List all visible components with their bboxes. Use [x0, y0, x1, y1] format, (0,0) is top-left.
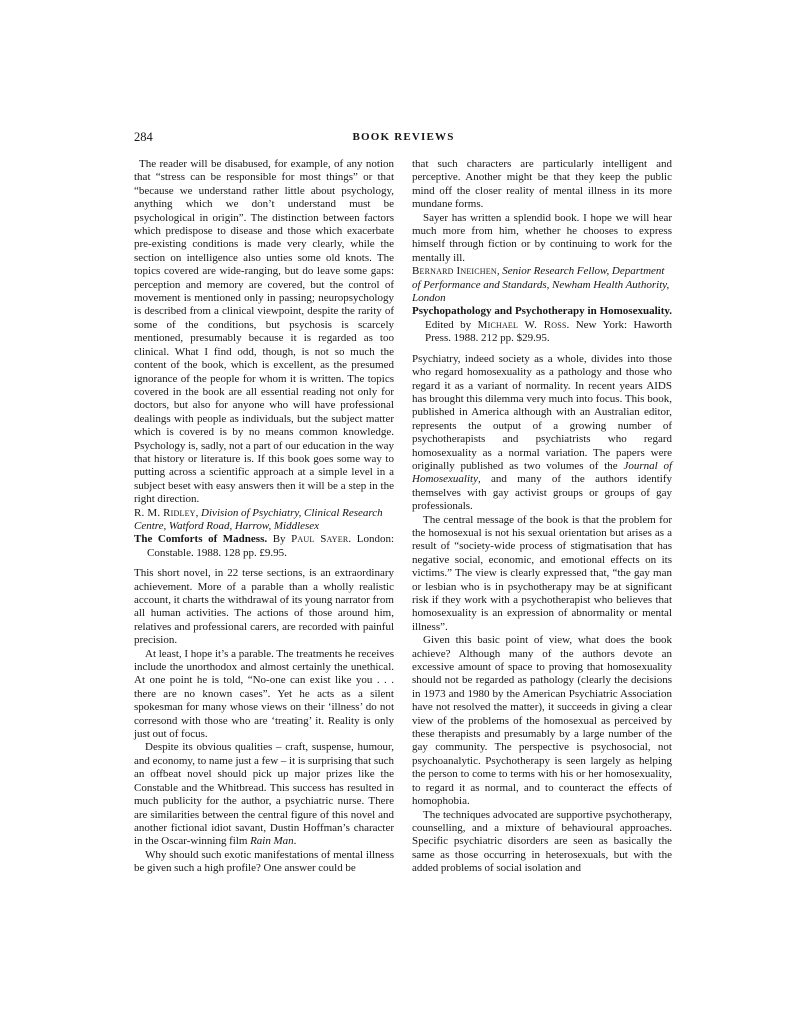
review-paragraph — [134, 849, 394, 876]
reviewer-attribution — [412, 265, 672, 305]
masthead — [134, 130, 673, 146]
text-segment: Bernard Ineichen — [412, 265, 497, 278]
text-segment: This short novel, in 22 terse sections, is an extraordinary achievement. More of a parable than a wholly realistic account, it charts the withdrawal of its young narrator from all human activities. The actions of those around him, relatives and professional carers, are recorded with painful precision. — [134, 567, 394, 647]
review-paragraph — [412, 353, 672, 514]
text-segment: The Comforts of Madness. — [134, 533, 268, 546]
column-left — [134, 158, 394, 876]
review-paragraph — [134, 648, 394, 742]
text-segment: . London: Constable. 1988. 128 pp. £9.95. — [147, 533, 395, 559]
running-head: BOOK REVIEWS — [352, 131, 455, 143]
text-segment: At least, I hope it’s a parable. The treatments he receives include the unorthodox and almost certainly the unethical. At one point he is told, “No-one can exist like you . . . there are no known cases”. Yet he acts as a silent spokesman for many whose views on their ‘illness’ do not corresond with those who are ‘treating’ it. Reality is only just out of focus. — [134, 647, 394, 741]
review-paragraph — [134, 567, 394, 647]
review-paragraph — [134, 741, 394, 848]
book-review-heading — [412, 305, 672, 345]
review-paragraph — [134, 158, 394, 507]
review-paragraph — [412, 158, 672, 212]
text-segment: , Division of Psychiatry, Clinical Research Centre, Watford Road, Harrow, Middlesex — [134, 506, 383, 532]
reviewer-attribution — [134, 507, 394, 534]
text-segment: Despite its obvious qualities – craft, suspense, humour, and economy, to name just a few – it is surprising that such an offbeat novel should pick up major prizes like the Constable and the Whitbread. This success has resulted in much publicity for the author, a psychiatric nurse. There are similarities between the central figure of this novel and another fictional idiot savant, Dustin Hoffman’s character in the Oscar-winning film — [134, 741, 394, 848]
text-segment: that such characters are particularly intelligent and perceptive. Another might be that they keep the public mind off the closer reality of mental illness in its more mundane forms. — [412, 158, 672, 211]
text-segment: , Senior Research Fellow, Department of Performance and Standards, Newham Health Authority, London — [412, 265, 670, 305]
book-review-heading — [134, 533, 394, 560]
text-segment: Sayer has written a splendid book. I hope we will hear much more from him, whether he chooses to express himself through fiction or by continuing to work for the mentally ill. — [412, 211, 672, 264]
text-segment: , and many of the authors identify themselves with gay activist groups or groups of gay professionals. — [412, 473, 672, 513]
text-segment: The techniques advocated are supportive psychotherapy, counselling, and a mixture of behavioural approaches. Specific psychiatric disorders are seen as basically the same as those occurring in heterosexuals, but with the added problems of social isolation and — [412, 808, 672, 875]
two-column-text — [134, 158, 673, 876]
text-segment: The reader will be disabused, for example, of any notion that “stress can be responsible for most things” or that “because we understand rather little about psychology, anything which we don’t understand must be psychological in origin”. The distinction between factors which predispose to disease and those which exacerbate pre-existing conditions is made very clearly, while the section on intelligence also unties some old knots. The topics covered are wide-ranging, but do leave some gaps: perception and memory are covered, but the control of movement is mentioned only in passing; neuropsychology is described from a clinical viewpoint, despite the rarity of some of the conditions, but psychosis is scarcely mentioned, presumably because it is regarded as too clinical. What I find odd, though, is not so much the content of the book, which is excellent, as the presumed ignorance of the people for whom it is written. The topics covered in the book are all essential reading not only for doctors, but also for anyone who will have professional dealings with people as individuals, but the subject matter which is covered is by no means common knowledge. Psychology is, sadly, not a part of our education in the way that history or literature is. If this book goes some way to putting across a scientific approach at a simple level in a subject beset with easy answers then it will be a step in the right direction. — [134, 158, 394, 506]
text-segment: Psychiatry, indeed society as a whole, divides into those who regard homosexuality as a pathology and those who regard it as a variant of normality. In recent years AIDS has brought this dilemma very much into focus. This book, published in America although with an Australian editor, represents the output of a growing number of psychotherapists and psychiatrists who regard homosexuality as a normal variation. The papers were originally published as two volumes of the — [412, 352, 672, 472]
text-segment: R. M. Ridley — [134, 506, 196, 519]
text-segment: Why should such exotic manifestations of mental illness be given such a high profile? One answer could be — [134, 848, 394, 875]
text-segment: Rain Man — [250, 835, 294, 848]
page-number: 284 — [134, 130, 153, 144]
text-segment: . New York: Haworth Press. 1988. 212 pp. $29.95. — [425, 318, 672, 345]
text-segment: Edited by — [425, 318, 478, 331]
text-segment: Given this basic point of view, what does the book achieve? Although many of the authors devote an excessive amount of space to proving that homosexuality should not be regarded as pathology (clearly the decisions in 1973 and 1980 by the American Psychiatric Association have not resolved the matter), it succeeds in giving a clear view of the problems of the homosexual as perceived by these therapists and presumably by a large number of the gay community. The perspective is psychosocial, not psychoanalytic. Psychotherapy is seen largely as helping the person to come to terms with his or her homosexuality, to regard it as normal, and to counteract the effects of homophobia. — [412, 634, 672, 808]
review-paragraph — [412, 514, 672, 635]
review-paragraph — [412, 634, 672, 808]
text-segment: Michael W. Ross — [477, 318, 567, 331]
text-segment: . — [293, 835, 297, 848]
review-paragraph — [412, 212, 672, 266]
text-segment: Journal of Homosexuality — [412, 459, 672, 486]
page-content — [134, 130, 673, 876]
column-right — [412, 158, 672, 876]
text-segment: The central message of the book is that the problem for the homosexual is not his sexual orientation but arises as a result of “society-wide process of stigmatisation that has negative social, economic, and emotional effects on its victims.” The view is clearly expressed that, “the gay man or lesbian who is in psychotherapy may be at significant risk if they work with a psychotherapist who believes that homosexuality is an expression of abnormality or mental illness”. — [412, 513, 672, 633]
text-segment: Paul Sayer — [291, 533, 349, 546]
text-segment: Psychopathology and Psychotherapy in Homosexuality. — [412, 305, 672, 318]
review-paragraph — [412, 809, 672, 876]
text-segment: By — [267, 533, 292, 546]
